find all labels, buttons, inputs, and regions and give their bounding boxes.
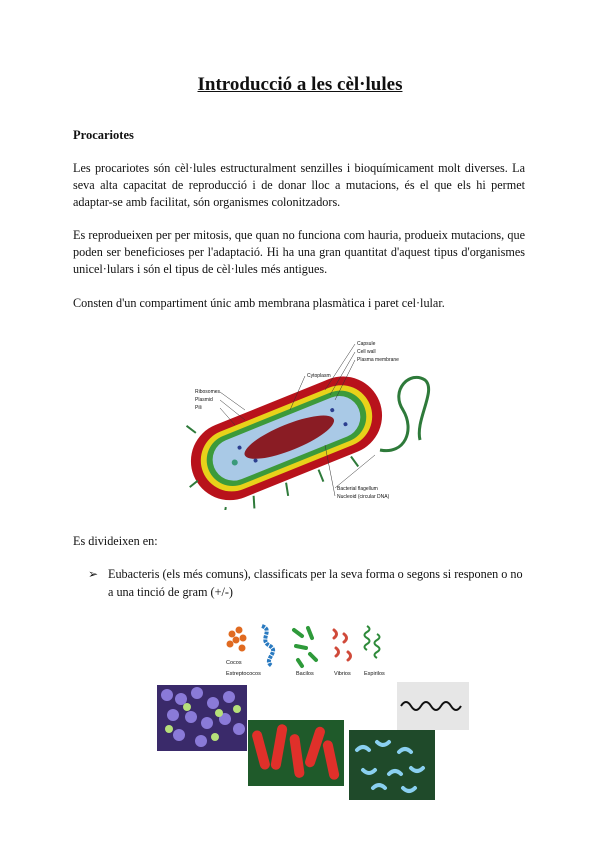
spirilla-illustration [365,626,380,658]
bacilli-illustration [294,628,316,666]
label-espirilos: Espirilos [364,671,385,677]
label-bacilos: Bacilos [296,671,314,677]
label-flagellum: Bacterial flagellum [337,486,378,492]
cocci-illustration [227,627,247,652]
label-plasmid: Plasmid [195,397,213,403]
paragraph-divide-intro: Es divideixen en: [73,534,158,548]
label-cytoplasm: Cytoplasm [307,373,331,379]
label-capsule: Capsule [357,341,376,347]
bullet-text: Eubacteris (els més comuns), classificats per la seva forma o segons si responen o no a una tinció de gram (+/-) [108,567,523,599]
label-cell-wall: Cell wall [357,349,376,355]
prokaryotic-cell-diagram [175,330,435,510]
label-cocos: Cocos [226,660,242,666]
label-vibrios: Vibrios [334,671,351,677]
page-title: Introducció a les cèl·lules [197,74,403,95]
label-ribosomes: Ribosomes [195,389,221,395]
arrow-bullet-icon: ➢ [88,567,99,581]
label-pili: Pili [195,405,202,411]
bacteria-shapes-figure [222,620,392,680]
section-heading: Procariotes [73,128,134,142]
micrograph-spirilla [397,682,469,730]
paragraph-3: Consten d'un compartiment únic amb membrana plasmàtica i paret cel·lular. [73,296,445,310]
vibrios-illustration [334,630,351,660]
label-estreptococos: Estreptococos [226,671,261,677]
streptococci-illustration [262,626,273,666]
label-nucleoid: Nucleoid (circular DNA) [337,494,390,500]
paragraph-2: Es reprodueixen per per mitosis, que quan no funciona com hauria, produeix mutacions, que poden ser beneficioses per l'adaptació. Hi ha una gran quantitat d'aquest tipus d'organismes unicel·lulars i són el tipus de cèl·lules més antigues. [73,228,525,276]
micrograph-bacilli [248,720,344,786]
paragraph-1: Les procariotes són cèl·lules estructuralment senzilles i bioquímicament molt diverses. La seva alta capacitat de reproducció i de donar lloc a mutacions, és el que els hi permet adaptar-se amb facilitat, són organismes colonitzadors. [73,161,525,209]
micrograph-vibrios [349,730,435,800]
micrograph-cocci [157,685,247,751]
label-plasma-membrane: Plasma membrane [357,357,399,363]
flagellum-illustration [380,377,429,450]
